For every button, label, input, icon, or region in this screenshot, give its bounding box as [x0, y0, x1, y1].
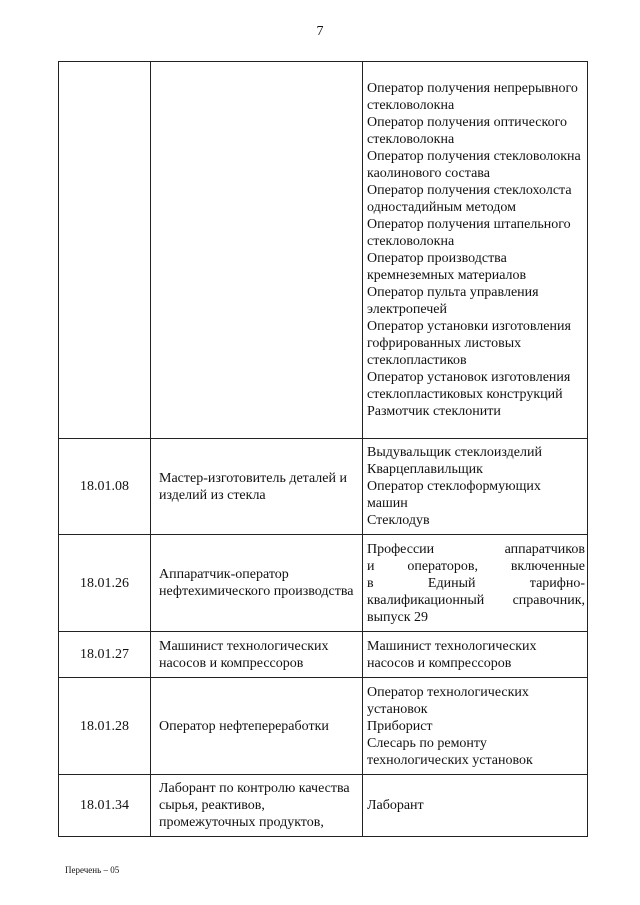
page-number: 7 — [316, 24, 324, 39]
profession-item: Оператор пульта управления электропечей — [367, 285, 539, 317]
specialty-code: 18.01.26 — [59, 535, 151, 632]
specialty-code: 18.01.08 — [59, 439, 151, 535]
profession-item: Слесарь по ремонту технологических установок — [367, 735, 533, 768]
profession-item: Оператор получения стеклохолста одностадийным методом — [367, 183, 572, 215]
profession-item: Кварцеплавильщик — [367, 462, 483, 477]
profession-item: Выдувальщик стеклоизделий — [367, 445, 542, 460]
profession-item: Оператор получения непрерывного стекловолокна — [367, 81, 578, 113]
profession-item: Размотчик стеклонити — [367, 404, 501, 419]
note-line: и операторов, включенные — [367, 558, 585, 574]
profession-item: Оператор технологических установок — [367, 684, 529, 717]
specialty-name: Машинист технологических насосов и компрессоров — [151, 632, 363, 678]
profession-item: Машинист технологических насосов и компрессоров — [367, 638, 537, 671]
note-line: выпуск 29 — [367, 609, 429, 625]
specialty-code: 18.01.27 — [59, 632, 151, 678]
profession-item: Оператор установок изготовления стеклопластиковых конструкций — [367, 370, 571, 402]
table-row — [59, 62, 588, 439]
professions-table — [58, 61, 588, 837]
specialty-code: 18.01.28 — [59, 678, 151, 775]
profession-item: Приборист — [367, 718, 433, 734]
specialty-name: Мастер-изготовитель деталей и изделий из стекла — [151, 439, 363, 535]
profession-item: Оператор установки изготовления гофрированных листовых стеклопластиков — [367, 319, 571, 368]
table-row — [59, 775, 588, 837]
specialty-name — [151, 62, 363, 439]
profession-list — [363, 439, 588, 535]
profession-item: Оператор стеклоформующих машин — [367, 479, 541, 511]
note-line: квалификационный справочник, — [367, 592, 585, 608]
note-line: Профессии аппаратчиков — [367, 541, 585, 557]
profession-list — [363, 632, 588, 678]
profession-item: Оператор производства кремнеземных материалов — [367, 251, 527, 283]
profession-item: Оператор получения штапельного стекловолокна — [367, 217, 571, 249]
table-row — [59, 535, 588, 632]
table-row — [59, 439, 588, 535]
profession-item: Стеклодув — [367, 513, 430, 528]
profession-list — [363, 678, 588, 775]
profession-item: Оператор получения оптического стекловолокна — [367, 115, 567, 147]
document-footer: Перечень – 05 — [65, 865, 120, 875]
profession-note — [363, 535, 588, 632]
specialty-name: Аппаратчик-оператор нефтехимического производства — [151, 535, 363, 632]
profession-list — [363, 775, 588, 837]
specialty-code — [59, 62, 151, 439]
profession-item: Оператор получения стекловолокна каолинового состава — [367, 149, 581, 181]
table-row — [59, 678, 588, 775]
specialty-code: 18.01.34 — [59, 775, 151, 837]
specialty-name: Оператор нефтепереработки — [151, 678, 363, 775]
profession-item: Лаборант — [367, 798, 424, 813]
specialty-name: Лаборант по контролю качества сырья, реактивов, промежуточных продуктов, — [151, 775, 363, 837]
table-row — [59, 632, 588, 678]
note-line: в Единый тарифно- — [367, 575, 585, 591]
profession-list — [363, 62, 588, 439]
